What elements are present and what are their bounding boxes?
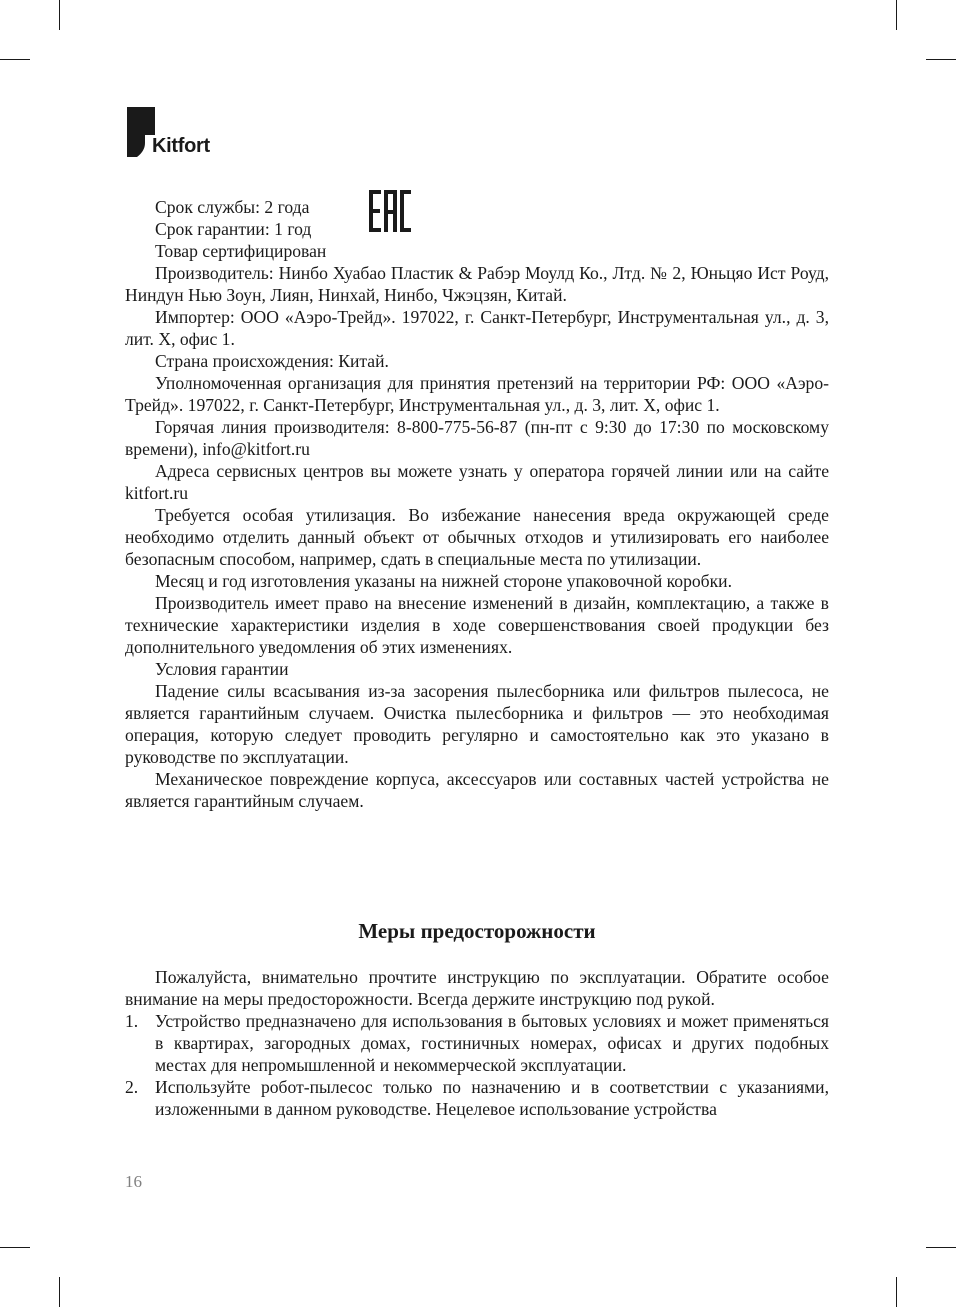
warranty-period: Срок гарантии: 1 год — [155, 219, 312, 239]
disposal-paragraph: Требуется особая утилизация. Во избежание нанесения вреда окружающей среде необходимо отделить данный объект от обычных отходов и утилизировать его наиболее безопасным способом, например, сдать в специальные места по утилизации. — [125, 505, 829, 569]
page-number: 16 — [125, 1172, 142, 1191]
warranty-damage-paragraph: Механическое повреждение корпуса, аксессуаров или составных частей устройства не является гарантийным случаем. — [125, 769, 829, 811]
crop-mark — [59, 0, 60, 30]
list-item-text: Устройство предназначено для использования в бытовых условиях и может применяться в квартирах, загородных домах, гостиничных номерах, офисах и других подобных местах для непромышленной и некоммерческой эксплуатации. — [155, 1011, 829, 1075]
crop-mark — [0, 1247, 30, 1248]
document-body — [125, 196, 829, 812]
origin-paragraph: Страна происхождения: Китай. — [155, 351, 389, 371]
changes-paragraph: Производитель имеет право на внесение изменений в дизайн, комплектацию, а также в технические характеристики изделия в ходе совершенствования своей продукции без дополнительного уведомления об этих изменениях. — [125, 593, 829, 657]
crop-mark — [926, 1247, 956, 1248]
brand-name: Kitfort — [152, 135, 210, 157]
list-item-number: 2. — [125, 1077, 139, 1097]
list-item — [125, 1010, 829, 1076]
list-item-number: 1. — [125, 1011, 139, 1031]
precautions-section — [125, 966, 829, 1120]
crop-mark — [59, 1277, 60, 1307]
crop-mark — [926, 59, 956, 60]
precautions-intro: Пожалуйста, внимательно прочтите инструкцию по эксплуатации. Обратите особое внимание на меры предосторожности. Всегда держите инструкцию под рукой. — [125, 967, 829, 1009]
authorized-org-paragraph: Уполномоченная организация для принятия претензий на территории РФ: ООО «Аэро-Трейд». 197022, г. Санкт-Петербург, Инструментальная ул., д. 3, лит. Х, офис 1. — [125, 373, 829, 415]
section-title: Меры предосторожности — [358, 919, 596, 943]
certified-note: Товар сертифицирован — [155, 241, 327, 261]
manufacturer-paragraph: Производитель: Нинбо Хуабао Пластик & Рабэр Моулд Ко., Лтд. № 2, Юньцяо Ист Роуд, Ниндун Нью Зоун, Лиян, Нинхай, Нинбо, Чжэцзян, Китай. — [125, 263, 829, 305]
service-centers-paragraph: Адреса сервисных центров вы можете узнать у оператора горячей линии или на сайте kitfort.ru — [125, 461, 829, 503]
list-item-text: Используйте робот-пылесос только по назначению и в соответствии с указаниями, изложенными в данном руководстве. Нецелевое использование устройства — [155, 1077, 829, 1119]
service-life: Срок службы: 2 года — [155, 197, 310, 217]
crop-mark — [896, 0, 897, 30]
hotline-paragraph: Горячая линия производителя: 8-800-775-56-87 (пн-пт с 9:30 до 17:30 по московскому времени), info@kitfort.ru — [125, 417, 829, 459]
manufacture-date-paragraph: Месяц и год изготовления указаны на нижней стороне упаковочной коробки. — [155, 571, 732, 591]
crop-mark — [896, 1277, 897, 1307]
warranty-suction-paragraph: Падение силы всасывания из-за засорения пылесборника или фильтров пылесоса, не является гарантийным случаем. Очистка пылесборника и фильтров — это необходимая операция, которую следует проводить регулярно и самостоятельно как это указано в руководстве по эксплуатации. — [125, 681, 829, 767]
precautions-list — [125, 1010, 829, 1120]
importer-paragraph: Импортер: ООО «Аэро-Трейд». 197022, г. Санкт-Петербург, Инструментальная ул., д. 3, лит. Х, офис 1. — [125, 307, 829, 349]
list-item — [125, 1076, 829, 1120]
crop-mark — [0, 59, 30, 60]
warranty-heading: Условия гарантии — [155, 659, 289, 679]
